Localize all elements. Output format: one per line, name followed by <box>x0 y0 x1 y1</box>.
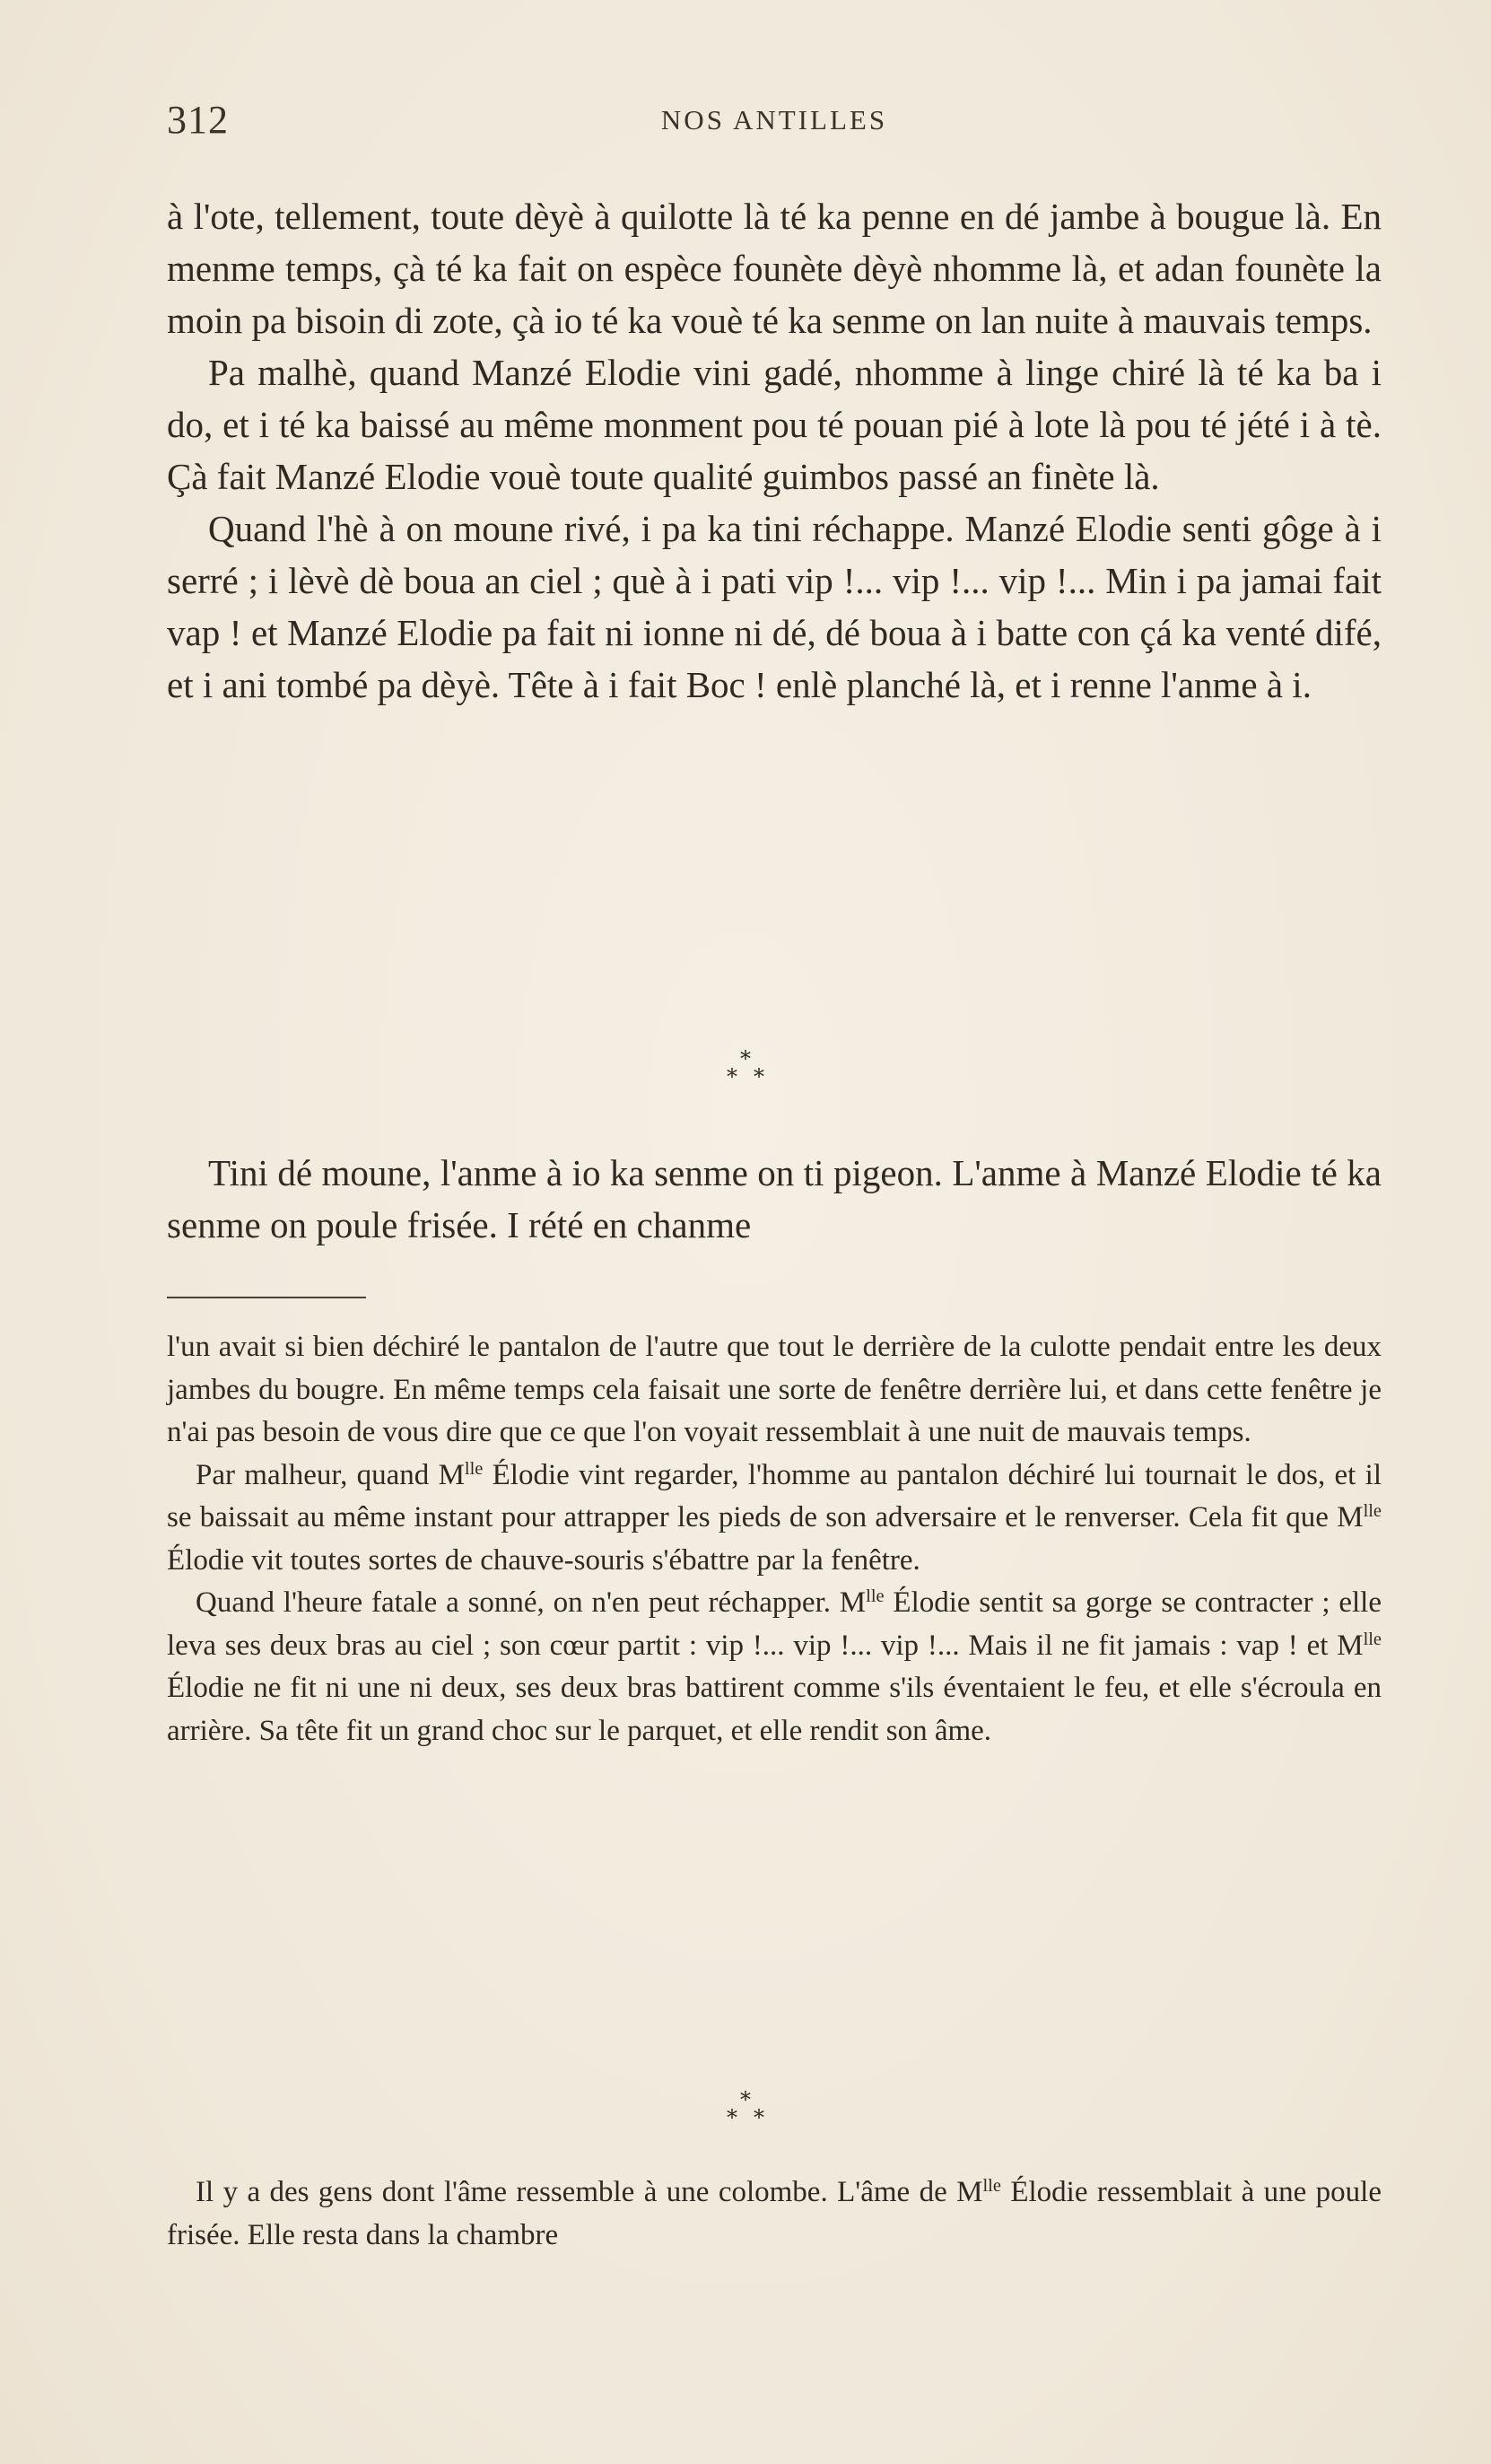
separator-star-top: * <box>740 2087 751 2112</box>
creole-text-block-2 <box>167 1147 1382 1251</box>
separator-star-bottom: ** <box>727 1064 780 1089</box>
page-number: 312 <box>167 98 229 142</box>
footnote-rule <box>167 1297 366 1298</box>
french-paragraph: l'un avait si bien déchiré le pantalon de l'autre que tout le derrière de la culotte pendait entre les deux jambes du bougre. En même temps cela faisait une sorte de fenêtre derrière lui, et dans cette fenêtre je n'ai pas besoin de vous dire que ce que l'on voyait ressemblait à une nuit de mauvais temps. <box>167 1331 1382 1448</box>
separator-star-top: * <box>740 1046 751 1071</box>
running-head: NOS ANTILLES <box>660 104 888 135</box>
page-header <box>167 97 1382 147</box>
section-separator-2 <box>0 2087 1491 2130</box>
creole-text-block <box>167 190 1382 711</box>
french-translation-block <box>167 1326 1382 1752</box>
creole-paragraph: à l'ote, tellement, toute dèyè à quilotte là té ka penne en dé jambe à bougue là. En menme temps, çà té ka fait on espèce founète dèyè nhomme là, et adan founète la moin pa bisoin di zote, çà io té ka vouè té ka senme on lan nuite à mauvais temps. <box>167 196 1382 341</box>
french-paragraph: Quand l'heure fatale a sonné, on n'en peut réchapper. $M^{lle}$ Élodie sentit sa gorge se contracter ; elle leva ses deux bras au ciel ; son cœur partit : vip !... vip !... vip !... Mais il ne fit jamais : vap ! et $M^{lle}$ Élodie ne fit ni une ni deux, ses deux bras battirent comme s'ils éventaient le feu, et elle s'écroula en arrière. Sa tête fit un grand choc sur le parquet, et elle rendit son âme. <box>167 1586 1382 1747</box>
section-separator <box>0 1046 1491 1089</box>
french-translation-block-2 <box>167 2171 1382 2257</box>
creole-paragraph: Tini dé moune, l'anme à io ka senme on ti pigeon. L'anme à Manzé Elodie té ka senme on poule frisée. I rété en chanme <box>167 1152 1382 1245</box>
creole-paragraph: Pa malhè, quand Manzé Elodie vini gadé, nhomme à linge chiré là té ka ba i do, et i té ka baissé au même monment pou té pouan pié à lote là pou té jété i à tè. Çà fait Manzé Elodie vouè toute qualité guimbos passé an finète là. <box>167 352 1382 497</box>
separator-star-bottom: ** <box>727 2105 780 2130</box>
creole-paragraph: Quand l'hè à on moune rivé, i pa ka tini réchappe. Manzé Elodie senti gôge à i serré ; i lèvè dè boua an ciel ; què à i pati vip !... vip !... vip !... Min i pa jamai fait vap ! et Manzé Elodie pa fait ni ionne ni dé, dé boua à i batte con çá ka venté difé, et i ani tombé pa dèyè. Tête à i fait Boc ! enlè planché là, et i renne l'anme à i. <box>167 508 1382 705</box>
french-paragraph: Par malheur, quand $M^{lle}$ Élodie vint regarder, l'homme au pantalon déchiré lui tournait le dos, et il se baissait au même instant pour attrapper les pieds de son adversaire et le renverser. Cela fit que $M^{lle}$ Élodie vit toutes sortes de chauve-souris s'ébattre par la fenêtre. <box>167 1458 1382 1577</box>
french-paragraph: Il y a des gens dont l'âme ressemble à une colombe. L'âme de $M^{lle}$ Élodie ressemblait à une poule frisée. Elle resta dans la chambre <box>167 2175 1382 2251</box>
